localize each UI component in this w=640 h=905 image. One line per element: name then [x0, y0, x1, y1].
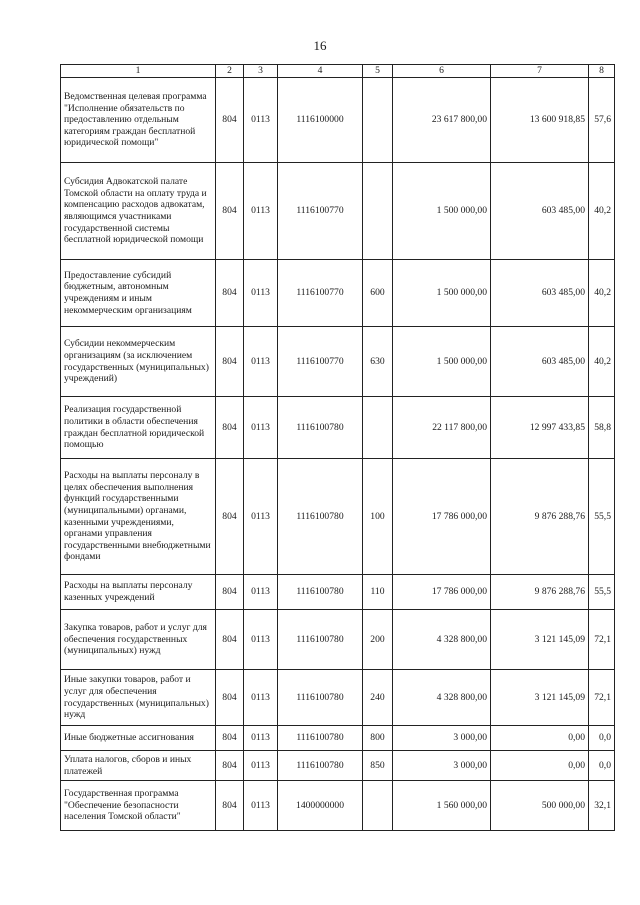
cell-fact: 603 485,00	[491, 260, 589, 327]
cell-percent: 55,5	[589, 575, 615, 610]
cell-csr: 1116100780	[278, 726, 363, 751]
cell-ved: 804	[216, 78, 244, 163]
cell-name: Расходы на выплаты персоналу в целях обеспечения выполнения функций государственными (муниципальными) органами, казенными учреждениями, органами управления государственными внебюджетными фондами	[61, 459, 216, 575]
table-row	[61, 781, 615, 831]
cell-csr: 1116100780	[278, 397, 363, 459]
cell-razdel: 0113	[244, 260, 278, 327]
cell-plan: 3 000,00	[393, 751, 491, 781]
cell-razdel: 0113	[244, 751, 278, 781]
cell-razdel: 0113	[244, 726, 278, 751]
cell-razdel: 0113	[244, 327, 278, 397]
table-row	[61, 78, 615, 163]
cell-vr: 850	[363, 751, 393, 781]
table-row	[61, 397, 615, 459]
cell-ved: 804	[216, 260, 244, 327]
cell-fact: 9 876 288,76	[491, 575, 589, 610]
cell-vr: 630	[363, 327, 393, 397]
page-number: 16	[313, 38, 327, 53]
cell-razdel: 0113	[244, 163, 278, 260]
col-header-5: 5	[363, 65, 393, 78]
cell-fact: 3 121 145,09	[491, 670, 589, 726]
cell-plan: 1 500 000,00	[393, 327, 491, 397]
cell-vr	[363, 397, 393, 459]
cell-csr: 1116100780	[278, 751, 363, 781]
cell-vr	[363, 78, 393, 163]
cell-name: Закупка товаров, работ и услуг для обеспечения государственных (муниципальных) нужд	[61, 610, 216, 670]
cell-ved: 804	[216, 781, 244, 831]
cell-plan: 22 117 800,00	[393, 397, 491, 459]
table-row	[61, 575, 615, 610]
cell-csr: 1116100770	[278, 163, 363, 260]
cell-plan: 17 786 000,00	[393, 575, 491, 610]
cell-percent: 0,0	[589, 726, 615, 751]
cell-ved: 804	[216, 751, 244, 781]
cell-name: Государственная программа "Обеспечение безопасности населения Томской области"	[61, 781, 216, 831]
cell-csr: 1116100000	[278, 78, 363, 163]
cell-ved: 804	[216, 726, 244, 751]
cell-fact: 603 485,00	[491, 163, 589, 260]
cell-fact: 12 997 433,85	[491, 397, 589, 459]
cell-percent: 57,6	[589, 78, 615, 163]
cell-fact: 603 485,00	[491, 327, 589, 397]
cell-ved: 804	[216, 327, 244, 397]
cell-name: Ведомственная целевая программа "Исполнение обязательств по предоставлению отдельным категориям граждан бесплатной юридической помощи"	[61, 78, 216, 163]
cell-vr	[363, 781, 393, 831]
col-header-7: 7	[491, 65, 589, 78]
cell-vr: 110	[363, 575, 393, 610]
budget-table	[60, 64, 615, 831]
cell-razdel: 0113	[244, 575, 278, 610]
header-row	[61, 65, 615, 78]
cell-percent: 72,1	[589, 670, 615, 726]
cell-name: Иные бюджетные ассигнования	[61, 726, 216, 751]
cell-percent: 58,8	[589, 397, 615, 459]
cell-name: Субсидия Адвокатской палате Томской области на оплату труда и компенсацию расходов адвокатам, являющимся участниками государственной системы бесплатной юридической помощи	[61, 163, 216, 260]
cell-percent: 40,2	[589, 163, 615, 260]
table-row	[61, 260, 615, 327]
cell-percent: 32,1	[589, 781, 615, 831]
cell-razdel: 0113	[244, 781, 278, 831]
col-header-3: 3	[244, 65, 278, 78]
cell-name: Субсидии некоммерческим организациям (за исключением государственных (муниципальных) учреждений)	[61, 327, 216, 397]
cell-name: Предоставление субсидий бюджетным, автономным учреждениям и иным некоммерческим организациям	[61, 260, 216, 327]
col-header-6: 6	[393, 65, 491, 78]
cell-plan: 17 786 000,00	[393, 459, 491, 575]
cell-ved: 804	[216, 459, 244, 575]
cell-ved: 804	[216, 670, 244, 726]
table-row	[61, 327, 615, 397]
cell-percent: 72,1	[589, 610, 615, 670]
cell-csr: 1116100770	[278, 260, 363, 327]
cell-percent: 55,5	[589, 459, 615, 575]
cell-fact: 9 876 288,76	[491, 459, 589, 575]
cell-name: Уплата налогов, сборов и иных платежей	[61, 751, 216, 781]
cell-csr: 1116100780	[278, 670, 363, 726]
cell-plan: 23 617 800,00	[393, 78, 491, 163]
cell-percent: 40,2	[589, 260, 615, 327]
cell-csr: 1116100780	[278, 459, 363, 575]
cell-percent: 40,2	[589, 327, 615, 397]
cell-razdel: 0113	[244, 459, 278, 575]
col-header-2: 2	[216, 65, 244, 78]
cell-plan: 4 328 800,00	[393, 610, 491, 670]
cell-fact: 13 600 918,85	[491, 78, 589, 163]
cell-name: Иные закупки товаров, работ и услуг для обеспечения государственных (муниципальных) нужд	[61, 670, 216, 726]
cell-name: Реализация государственной политики в области обеспечения граждан бесплатной юридической помощью	[61, 397, 216, 459]
cell-name: Расходы на выплаты персоналу казенных учреждений	[61, 575, 216, 610]
cell-vr: 100	[363, 459, 393, 575]
cell-vr: 240	[363, 670, 393, 726]
col-header-8: 8	[589, 65, 615, 78]
cell-csr: 1116100770	[278, 327, 363, 397]
table-row	[61, 163, 615, 260]
cell-plan: 1 500 000,00	[393, 163, 491, 260]
cell-csr: 1116100780	[278, 610, 363, 670]
cell-ved: 804	[216, 397, 244, 459]
cell-plan: 1 560 000,00	[393, 781, 491, 831]
cell-percent: 0,0	[589, 751, 615, 781]
table-row	[61, 751, 615, 781]
cell-vr: 200	[363, 610, 393, 670]
cell-csr: 1400000000	[278, 781, 363, 831]
cell-ved: 804	[216, 610, 244, 670]
cell-fact: 0,00	[491, 726, 589, 751]
cell-plan: 3 000,00	[393, 726, 491, 751]
col-header-4: 4	[278, 65, 363, 78]
cell-vr: 600	[363, 260, 393, 327]
cell-fact: 0,00	[491, 751, 589, 781]
table-row	[61, 610, 615, 670]
cell-vr	[363, 163, 393, 260]
cell-ved: 804	[216, 575, 244, 610]
cell-razdel: 0113	[244, 610, 278, 670]
cell-fact: 3 121 145,09	[491, 610, 589, 670]
cell-razdel: 0113	[244, 670, 278, 726]
cell-csr: 1116100780	[278, 575, 363, 610]
cell-razdel: 0113	[244, 397, 278, 459]
cell-fact: 500 000,00	[491, 781, 589, 831]
table-row	[61, 459, 615, 575]
cell-ved: 804	[216, 163, 244, 260]
cell-vr: 800	[363, 726, 393, 751]
cell-razdel: 0113	[244, 78, 278, 163]
col-header-1: 1	[61, 65, 216, 78]
cell-plan: 4 328 800,00	[393, 670, 491, 726]
cell-plan: 1 500 000,00	[393, 260, 491, 327]
table-row	[61, 670, 615, 726]
table-row	[61, 726, 615, 751]
